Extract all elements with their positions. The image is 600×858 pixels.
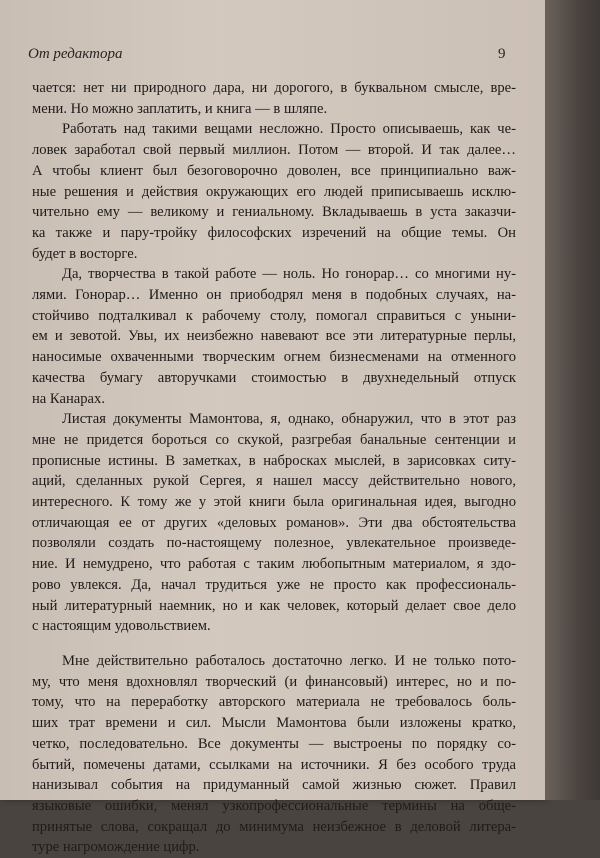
paragraph	[32, 409, 516, 637]
text-line: ный литературный наемник, но и как человек, который делает свое дело	[32, 597, 516, 614]
text-line: четко, последовательно. Все документы — выстроены по порядку со-	[32, 735, 516, 752]
text-line: аций, сделанных рукой Сергея, я нашел массу действительно нового,	[32, 473, 516, 490]
text-line: ные решения и действия окружающих его людей приписываешь исклю-	[32, 183, 516, 200]
text-line: ловек заработал свой первый миллион. Потом — второй. И так далее…	[32, 142, 516, 159]
text-line: отличающая ее от других «деловых романов». Эти два обстоятельства	[32, 514, 516, 531]
text-line: прописные истины. В заметках, в набросках мыслей, в зарисовках ситу-	[32, 452, 516, 469]
text-line: лями. Гонорар… Именно он приободрял меня в подобных случаях, на-	[32, 287, 516, 304]
text-line: Листая документы Мамонтова, я, однако, обнаружил, что в этот раз	[62, 411, 516, 428]
text-line: рово увлекся. Да, начал трудиться уже не просто как профессиональ-	[32, 576, 516, 593]
text-line: с настоящим удовольствием.	[32, 618, 211, 635]
text-line: наносимые охваченными творческим огнем бизнесменами на отменного	[32, 349, 516, 366]
text-line: чается: нет ни природного дара, ни дорогого, в буквальном смысле, вре-	[32, 80, 516, 96]
text-line: будет в восторге.	[32, 245, 138, 262]
text-line: мне не придется бороться со скукой, разгребая банальные сентенции и	[32, 431, 516, 448]
text-line: принятые слова, сокращал до минимума неизбежное в деловой литера-	[32, 818, 516, 835]
page-number: 9	[498, 46, 506, 62]
text-line: интересного. К тому же у этой книги была оригинальная идея, выгодно	[32, 494, 516, 511]
text-line: туре нагромождение цифр.	[32, 839, 200, 856]
text-line: бытий, помечены датами, ссылками на источники. Я без особого труда	[32, 756, 516, 773]
text-line: Мне действительно работалось достаточно легко. И не только пото-	[62, 652, 516, 669]
paragraph	[32, 651, 516, 858]
text-line: стойчиво подталкивал к рабочему столу, помогал справиться с уныни-	[32, 307, 516, 324]
text-line: А чтобы клиент был безоговорочно доволен, все принципиально важ-	[32, 162, 516, 179]
text-line: на Канарах.	[32, 390, 105, 407]
text-line: качества бумагу авторучками стоимостью в двухнедельный отпуск	[32, 369, 516, 386]
paragraph	[32, 78, 516, 119]
text-line: мени. Но можно заплатить, и книга — в шляпе.	[32, 100, 328, 117]
page-edge	[545, 0, 600, 800]
text-line: чительно ему — великому и гениальному. Вкладываешь в уста заказчи-	[32, 204, 516, 221]
text-line: ние. И немудрено, что работая с таким любопытным материалом, я здо-	[32, 556, 516, 573]
paragraph	[32, 119, 516, 264]
text-line: тому, что на переработку авторского материала не требовалось боль-	[32, 694, 516, 711]
text-line: Работать над такими вещами несложно. Просто описываешь, как че-	[62, 121, 516, 138]
body-text	[32, 78, 516, 858]
text-line: ка также и пару-тройку философских изречений на общие темы. Он	[32, 224, 516, 241]
running-title: От редактора	[28, 46, 123, 62]
text-line: нанизывал события на придуманный самой жизнью сюжет. Правил	[32, 777, 516, 794]
text-line: Да, творчества в такой работе — ноль. Но гонорар… со многими ну-	[62, 266, 516, 283]
text-line: ем и зевотой. Увы, их неизбежно навевают все эти литературные перлы,	[32, 328, 516, 345]
text-line: позволяли создать по-настоящему полезное, увлекательное произведе-	[32, 535, 516, 552]
text-line: языковые ошибки, менял узкопрофессиональные термины на обще-	[32, 797, 516, 814]
paragraph	[32, 264, 516, 409]
text-line: му, что меня вдохновлял творческий (и финансовый) интерес, но и по-	[32, 673, 516, 690]
text-line: ших трат времени и сил. Мысли Мамонтова были изложены кратко,	[32, 715, 516, 732]
